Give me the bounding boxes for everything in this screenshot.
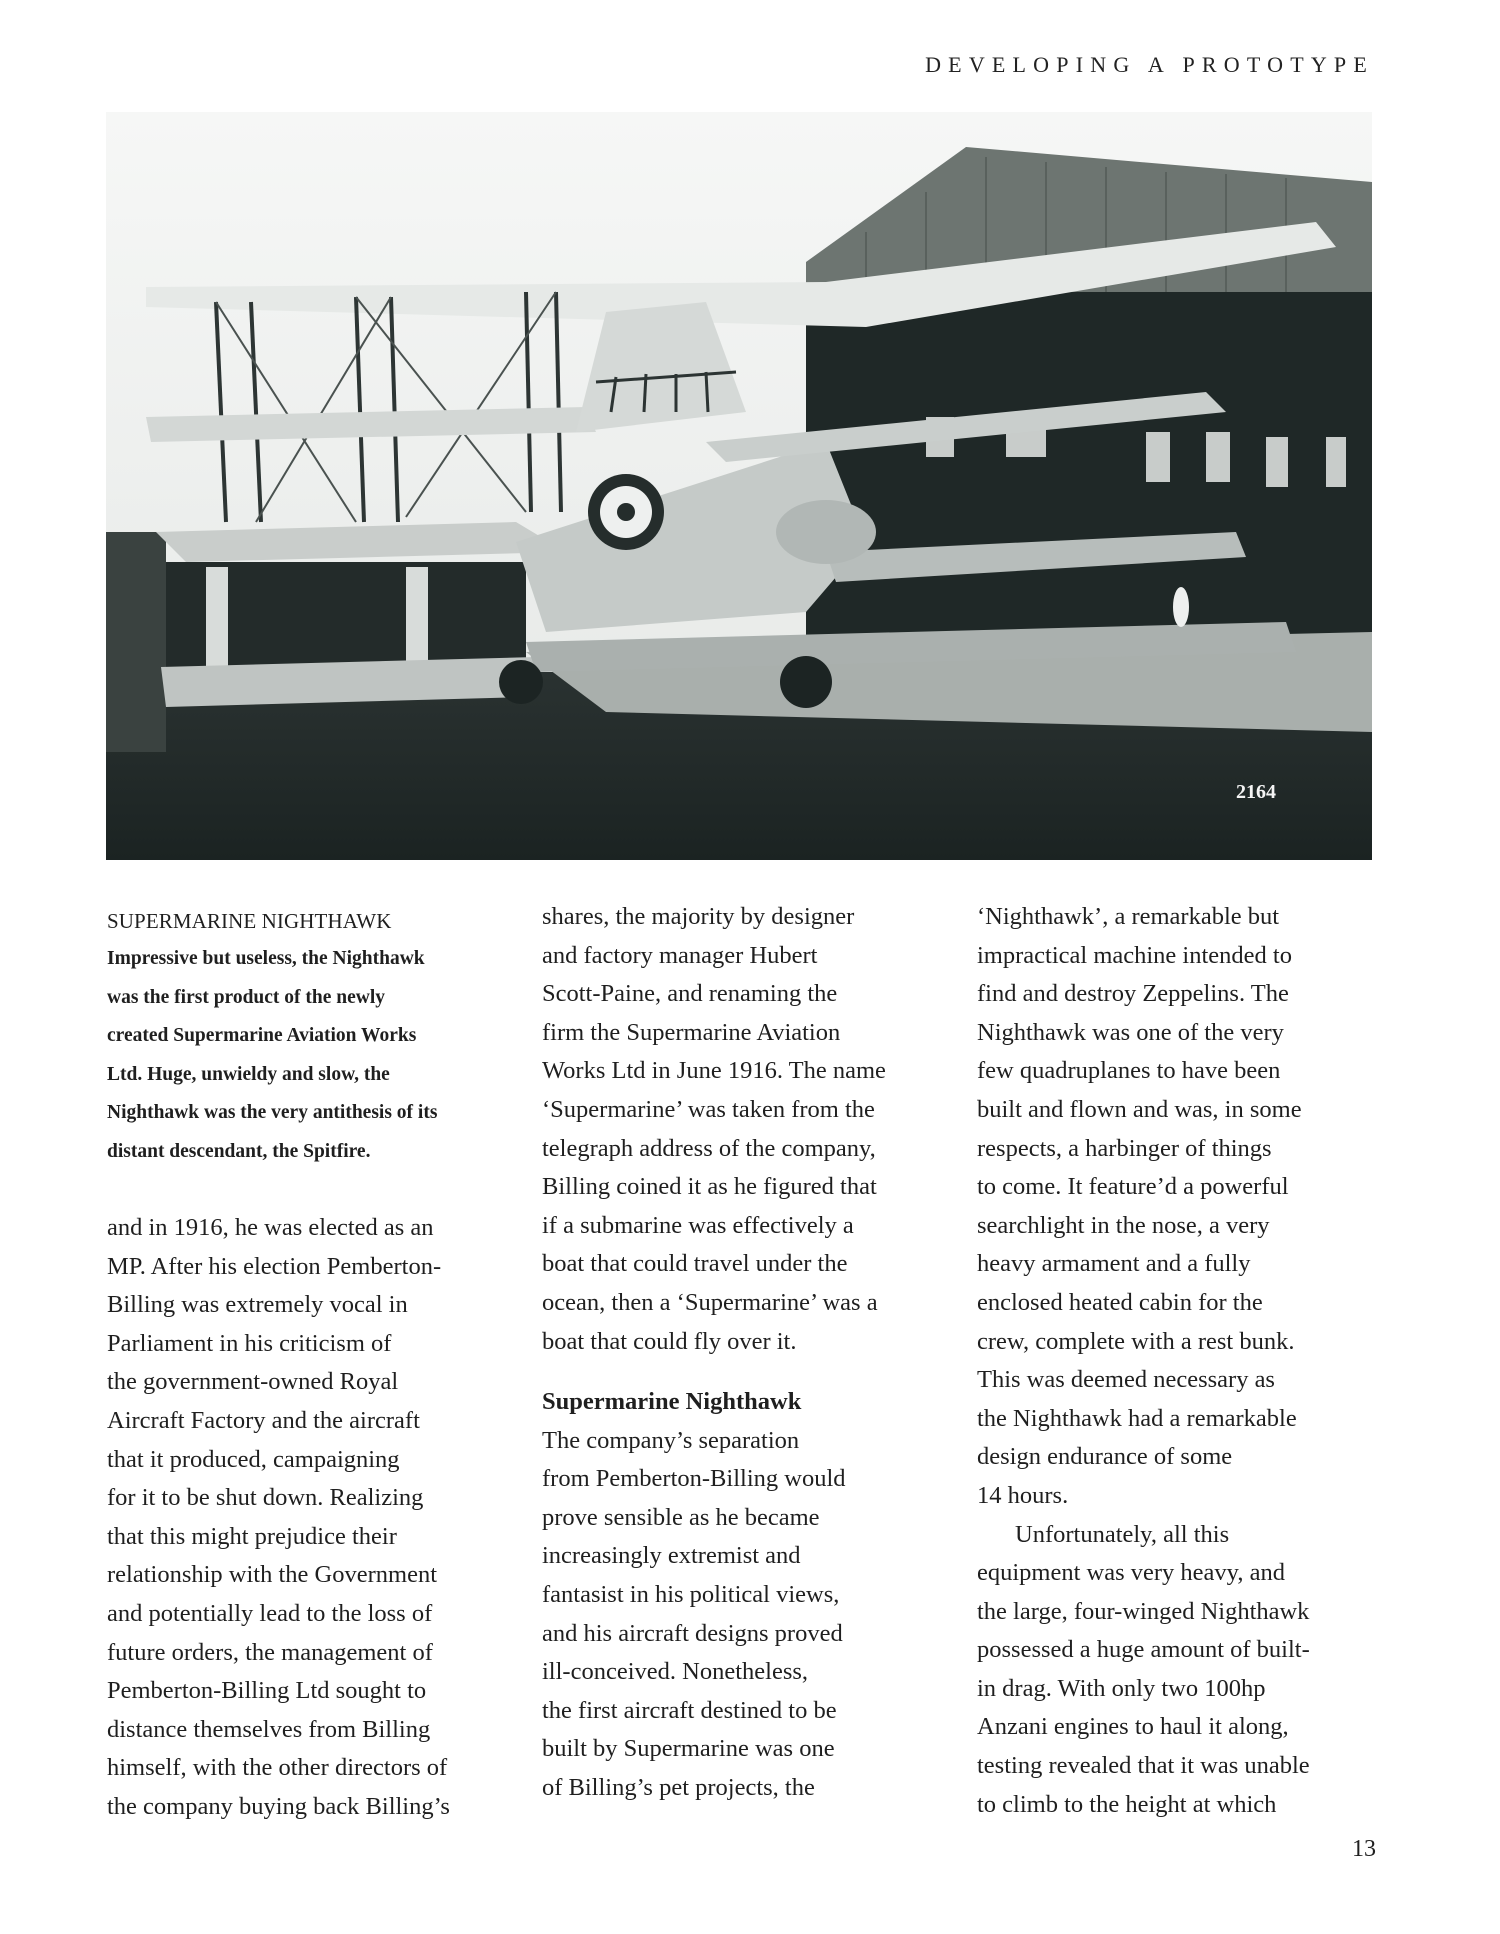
body-line: The company’s separation: [542, 1426, 800, 1454]
body-line: testing revealed that it was unable: [977, 1752, 1310, 1780]
body-line: shares, the majority by designer: [542, 903, 855, 930]
body-line: future orders, the management of: [107, 1638, 433, 1666]
body-line: to come. It feature’d a powerful: [977, 1173, 1289, 1201]
body-line: equipment was very heavy, and: [977, 1559, 1285, 1587]
body-line: in drag. With only two 100hp: [977, 1674, 1266, 1702]
body-line: that it produced, campaigning: [107, 1445, 400, 1473]
body-line: ocean, then a ‘Supermarine’ was a: [542, 1288, 878, 1316]
caption-line: distant descendant, the Spitfire.: [107, 1140, 371, 1162]
photo-illustration: [106, 112, 1372, 860]
body-line: few quadruplanes to have been: [977, 1057, 1281, 1085]
running-head: DEVELOPING A PROTOTYPE: [925, 52, 1374, 77]
body-line: and factory manager Hubert: [542, 941, 818, 969]
body-line: built and flown and was, in some: [977, 1095, 1302, 1123]
body-line: ‘Nighthawk’, a remarkable but: [977, 903, 1280, 930]
caption-line: Ltd. Huge, unwieldy and slow, the: [107, 1063, 390, 1085]
body-line: respects, a harbinger of things: [977, 1134, 1272, 1162]
caption: [107, 902, 517, 1172]
body-line: built by Supermarine was one: [542, 1735, 835, 1763]
body-line: the large, four-winged Nighthawk: [977, 1597, 1310, 1625]
body-line: Unfortunately, all this: [1015, 1520, 1230, 1548]
body-line: the government-owned Royal: [107, 1368, 399, 1396]
body-line: for it to be shut down. Realizing: [107, 1484, 424, 1512]
body-line: boat that could travel under the: [542, 1250, 848, 1278]
body-line: firm the Supermarine Aviation: [542, 1018, 841, 1046]
body-line: fantasist in his political views,: [542, 1580, 840, 1608]
roundel: [588, 474, 664, 550]
nighthawk-photo: [106, 112, 1372, 860]
body-line: prove sensible as he became: [542, 1503, 820, 1531]
body-line: ill-conceived. Nonetheless,: [542, 1658, 809, 1686]
body-line: This was deemed necessary as: [977, 1366, 1275, 1394]
page-number: 13: [1352, 1836, 1376, 1862]
body-line: Nighthawk was one of the very: [977, 1018, 1284, 1046]
wheel: [780, 656, 832, 708]
photo-negative-number: 2164: [1236, 781, 1276, 803]
body-line: heavy armament and a fully: [977, 1250, 1251, 1278]
body-line: Pemberton-Billing Ltd sought to: [107, 1677, 427, 1705]
body-line: the Nighthawk had a remarkable: [977, 1404, 1297, 1432]
body-line: MP. After his election Pemberton-: [107, 1252, 442, 1280]
caption-line: Nighthawk was the very antithesis of its: [107, 1102, 438, 1124]
wheel: [499, 660, 543, 704]
section-subheading: Supermarine Nighthawk: [542, 1388, 802, 1415]
body-line: Works Ltd in June 1916. The name: [542, 1057, 886, 1085]
body-line: distance themselves from Billing: [107, 1715, 431, 1743]
body-line: that this might prejudice their: [107, 1522, 397, 1550]
caption-line: created Supermarine Aviation Works: [107, 1025, 417, 1047]
body-line: Aircraft Factory and the aircraft: [107, 1406, 420, 1434]
body-line: ‘Supermarine’ was taken from the: [542, 1095, 875, 1123]
body-line: relationship with the Government: [107, 1561, 437, 1589]
caption-line: was the first product of the newly: [107, 986, 386, 1008]
body-line: Billing was extremely vocal in: [107, 1291, 408, 1319]
body-line: Anzani engines to haul it along,: [977, 1713, 1289, 1741]
body-column-1: [107, 1209, 517, 1827]
body-column-2-section: [542, 1383, 952, 1808]
body-line: 14 hours.: [977, 1481, 1069, 1509]
body-line: from Pemberton-Billing would: [542, 1465, 846, 1493]
body-line: increasingly extremist and: [542, 1542, 801, 1570]
engine-nacelle: [776, 500, 876, 564]
body-column-3: [977, 898, 1387, 1824]
body-line: possessed a huge amount of built-: [977, 1636, 1310, 1664]
body-line: and in 1916, he was elected as an: [107, 1214, 434, 1241]
body-line: Billing coined it as he figured that: [542, 1173, 877, 1201]
body-line: the first aircraft destined to be: [542, 1696, 837, 1724]
body-line: telegraph address of the company,: [542, 1134, 876, 1162]
body-line: searchlight in the nose, a very: [977, 1211, 1270, 1239]
body-line: if a submarine was effectively a: [542, 1211, 854, 1239]
body-line: Scott-Paine, and renaming the: [542, 980, 838, 1008]
body-line: himself, with the other directors of: [107, 1754, 448, 1782]
body-line: boat that could fly over it.: [542, 1327, 797, 1355]
body-column-2: [542, 898, 952, 1361]
body-line: crew, complete with a rest bunk.: [977, 1327, 1295, 1355]
body-line: find and destroy Zeppelins. The: [977, 980, 1289, 1008]
body-line: enclosed heated cabin for the: [977, 1288, 1263, 1316]
body-line: design endurance of some: [977, 1443, 1233, 1471]
body-line: the company buying back Billing’s: [107, 1792, 450, 1820]
caption-title: SUPERMARINE NIGHTHAWK: [107, 909, 392, 933]
caption-line: Impressive but useless, the Nighthawk: [107, 948, 425, 969]
body-line: impractical machine intended to: [977, 941, 1292, 969]
body-line: to climb to the height at which: [977, 1790, 1277, 1818]
body-line: and his aircraft designs proved: [542, 1619, 843, 1647]
body-line: Parliament in his criticism of: [107, 1329, 392, 1357]
body-line: of Billing’s pet projects, the: [542, 1773, 815, 1801]
body-line: and potentially lead to the loss of: [107, 1599, 433, 1627]
